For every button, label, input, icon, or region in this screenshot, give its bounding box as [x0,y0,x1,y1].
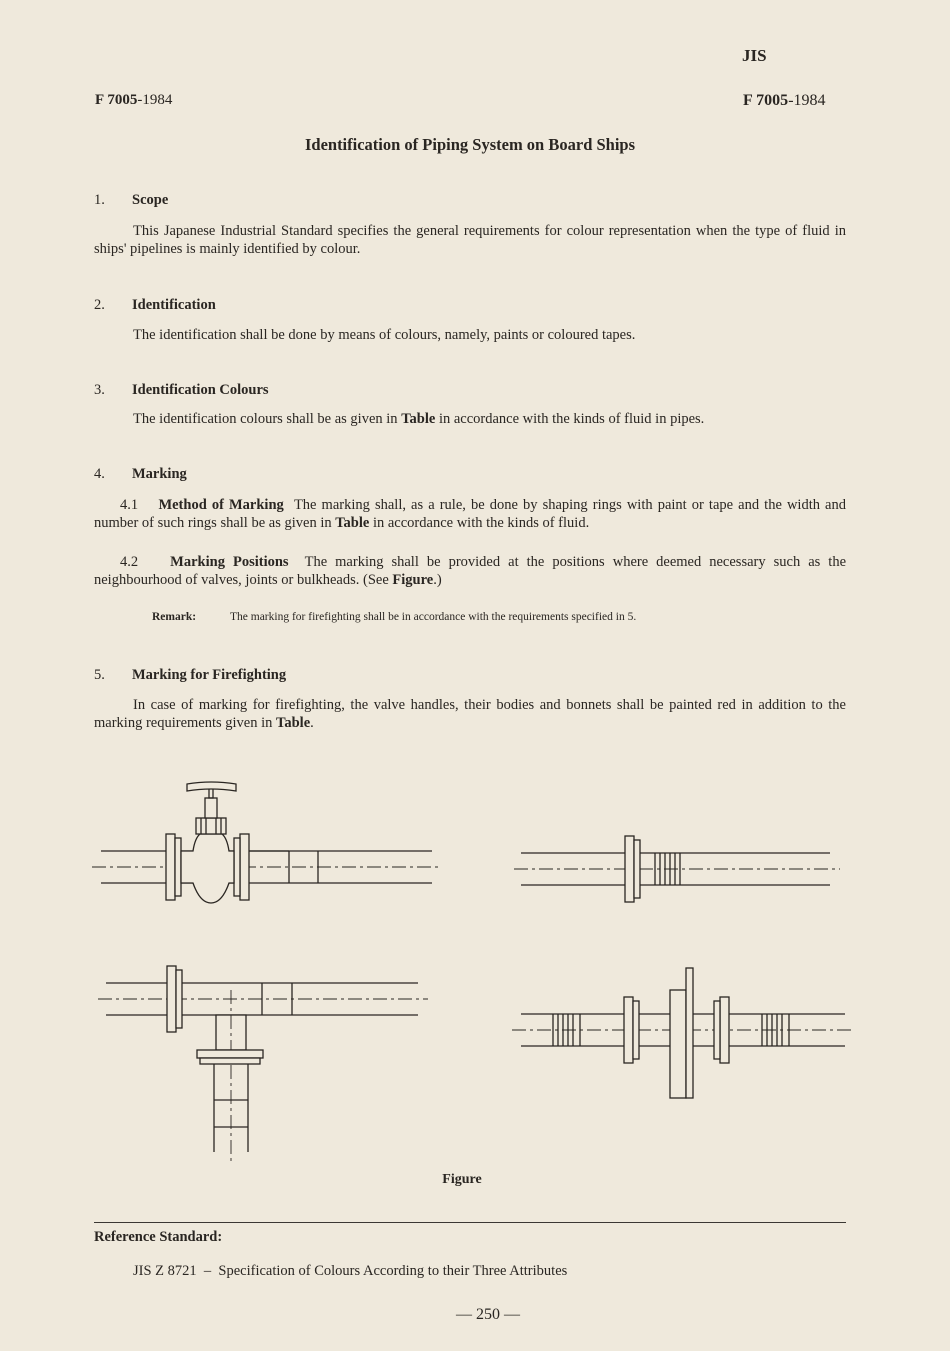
figure-caption: Figure [442,1172,482,1187]
tee-pipe-drawing [98,966,428,1165]
section-5-text: In case of marking for firefighting, the valve handles, their bodies and bonnets shall be painted red in addition to the marking requirements given in Table. [94,697,846,731]
section-3-text: The identification colours shall be as given in Table in accordance with the kinds of fluid in pipes. [133,411,705,427]
section-2-text: The identification shall be done by means of colours, namely, paints or coloured tapes. [133,327,636,343]
valve-with-pipe-drawing [92,782,440,903]
section-5-heading: 5. Marking for Firefighting [94,667,287,683]
section-4-2-text: 4.2 Marking Positions The marking shall be provided at the positions where deemed necessary such as the neighbourhood of valves, joints or bulkheads. (See Figure.) [94,554,847,588]
section-4-1-text: 4.1 Method of Marking The marking shall, as a rule, be done by shaping rings with paint or tape and the width and number of such rings shall be as given in Table in accordance with the kinds of fluid. [94,497,846,531]
jis-mark: JIS [742,46,767,65]
section-1-heading: 1. Scope [94,192,169,208]
bulkhead-pipe-drawing [512,968,852,1098]
document-title: Identification of Piping System on Board Ships [304,135,636,154]
section-3-heading: 3. Identification Colours [94,382,269,398]
pipe-joint-drawing [514,836,840,902]
standard-number-left: F 7005-1984 [95,92,173,108]
divider [94,1222,846,1223]
reference-heading: Reference Standard: [94,1229,223,1245]
section-4-heading: 4. Marking [94,466,187,482]
remark: Remark: The marking for firefighting shall be in accordance with the requirements specified in 5. [152,611,637,623]
reference-entry: JIS Z 8721 – Specification of Colours According to their Three Attributes [133,1263,568,1279]
page-number: — 250 — [456,1306,520,1323]
section-2-heading: 2. Identification [94,297,216,313]
section-1-text: This Japanese Industrial Standard specifies the general requirements for colour representation when the type of fluid in ships' pipelines is mainly identified by colour. [94,223,846,257]
standard-number-right: F 7005-1984 [743,92,826,109]
